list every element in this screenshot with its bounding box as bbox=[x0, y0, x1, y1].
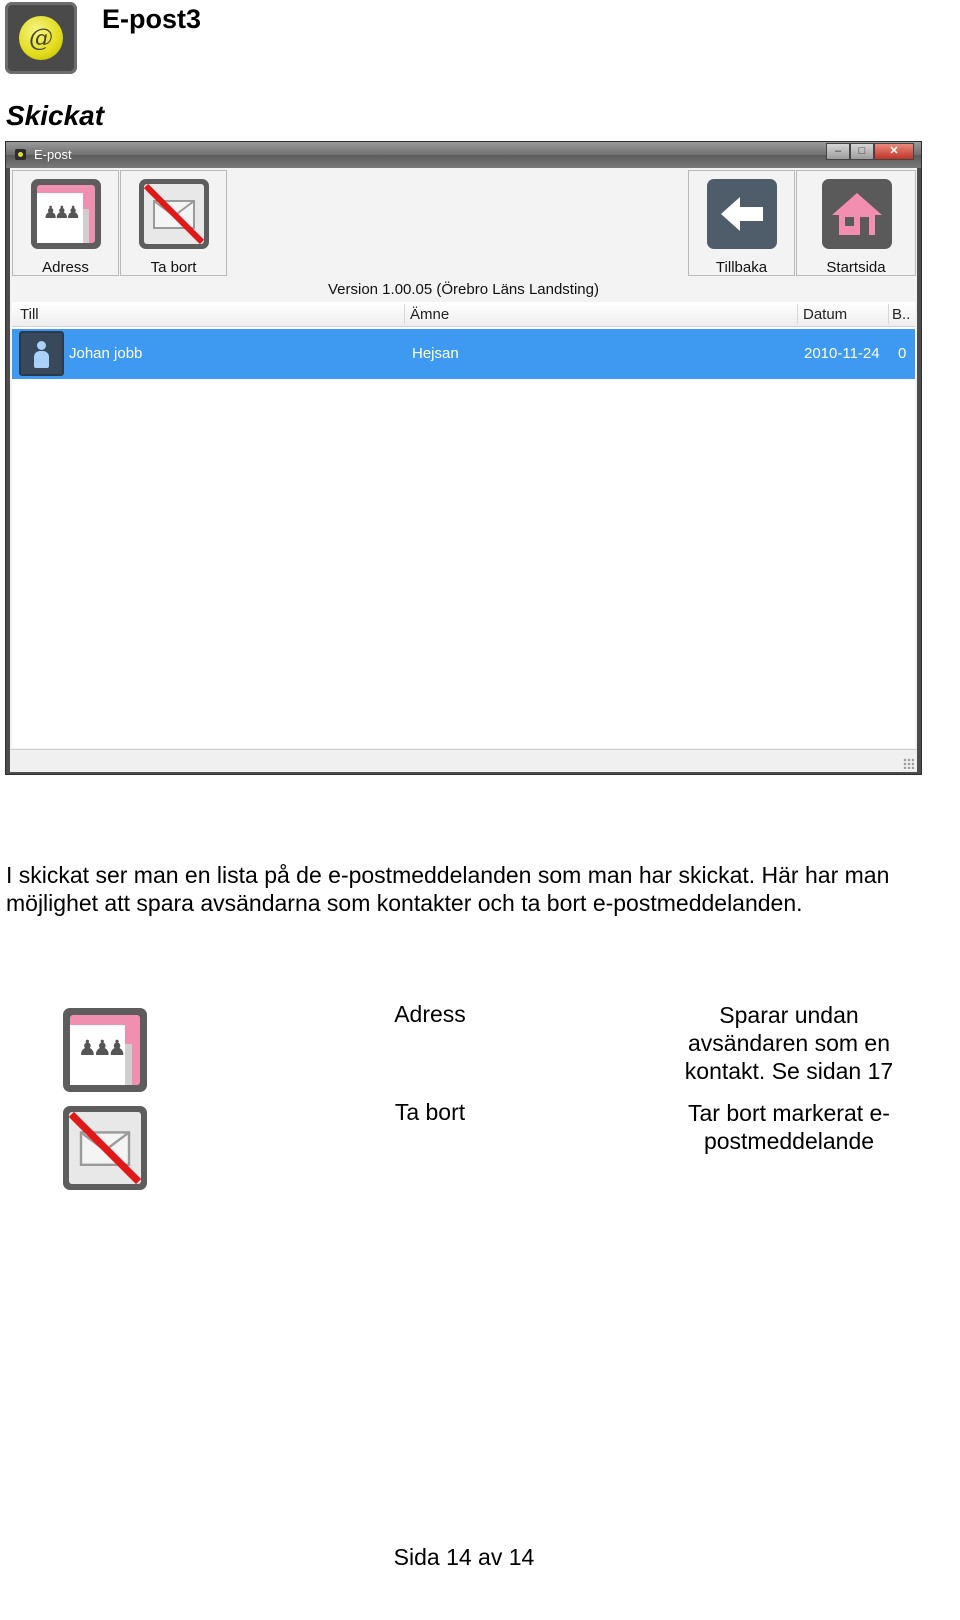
home-button-label: Startsida bbox=[826, 259, 886, 276]
document-title: E-post3 bbox=[102, 4, 202, 34]
address-button-label: Adress bbox=[42, 259, 89, 276]
legend-desc-address: Sparar undan avsändaren som en kontakt. Se sidan 17 bbox=[684, 1002, 894, 1084]
home-icon bbox=[822, 179, 892, 249]
legend-desc-delete: Tar bort markerat e- postmeddelande bbox=[688, 1100, 890, 1154]
status-bar bbox=[10, 749, 917, 772]
row-subject: Hejsan bbox=[412, 345, 459, 362]
column-header-subject[interactable]: Ämne bbox=[410, 306, 450, 323]
home-button[interactable] bbox=[796, 170, 916, 276]
close-button[interactable]: ✕ bbox=[874, 143, 914, 160]
legend-name-delete: Ta bort bbox=[394, 1099, 466, 1125]
row-extra: 0 bbox=[898, 345, 907, 362]
window-title: E-post bbox=[34, 147, 72, 162]
table-row[interactable] bbox=[12, 329, 915, 379]
address-book-icon: ♟♟♟ bbox=[63, 1008, 147, 1092]
arrow-left-icon bbox=[707, 179, 777, 249]
column-header-to[interactable]: Till bbox=[20, 306, 39, 323]
app-logo-icon: @ bbox=[5, 2, 77, 74]
column-header-extra[interactable]: B.. bbox=[892, 306, 911, 323]
address-button[interactable] bbox=[12, 170, 119, 276]
row-date: 2010-11-24 bbox=[804, 345, 880, 362]
back-button-label: Tillbaka bbox=[715, 259, 768, 276]
column-header-date[interactable]: Datum bbox=[803, 306, 848, 323]
window-titlebar[interactable] bbox=[6, 142, 921, 168]
section-title: Skickat bbox=[6, 100, 105, 131]
version-label: Version 1.00.05 (Örebro Läns Landsting) bbox=[327, 281, 599, 298]
row-to: Johan jobb bbox=[69, 345, 143, 362]
app-window bbox=[5, 141, 922, 775]
window-client bbox=[10, 168, 917, 771]
address-book-icon: ♟♟♟ bbox=[31, 179, 101, 249]
resize-grip-icon[interactable] bbox=[903, 758, 914, 769]
window-app-icon bbox=[15, 149, 26, 160]
legend-name-address: Adress bbox=[394, 1001, 466, 1027]
page-number: Sida 14 av 14 bbox=[393, 1544, 535, 1570]
back-button[interactable] bbox=[688, 170, 795, 276]
contact-avatar-icon bbox=[19, 331, 64, 376]
list-header bbox=[12, 302, 915, 327]
delete-button-label: Ta bort bbox=[150, 259, 197, 276]
maximize-button[interactable]: □ bbox=[850, 143, 874, 160]
minimize-button[interactable]: – bbox=[826, 143, 850, 160]
delete-mail-icon bbox=[63, 1106, 147, 1190]
delete-button[interactable] bbox=[120, 170, 227, 276]
delete-mail-icon bbox=[139, 179, 209, 249]
body-paragraph: I skickat ser man en lista på de e-postmeddelanden som man har skickat. Här har man möjlighet att spara avsändarna som kontakter och ta bort e-postmeddelanden. bbox=[6, 862, 890, 916]
sent-mail-list[interactable] bbox=[12, 302, 915, 748]
